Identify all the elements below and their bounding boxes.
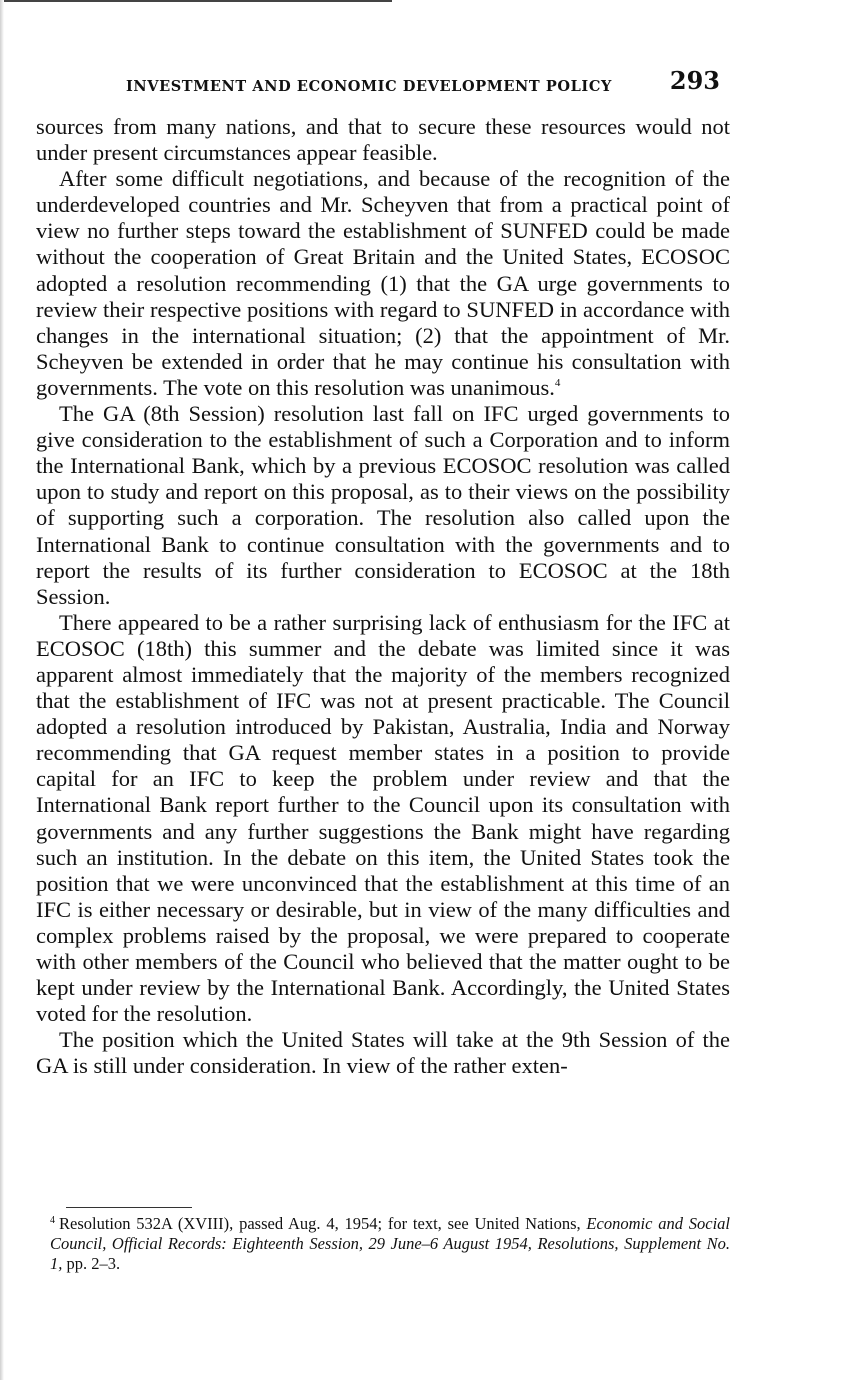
running-head: INVESTMENT AND ECONOMIC DEVELOPMENT POLICY (126, 78, 612, 95)
footnote-reference[interactable]: 4 (554, 376, 561, 389)
paragraph-5: The position which the United States will take at the 9th Session of the GA is still under consideration. In view of the rather exten- (36, 1027, 730, 1079)
paragraph-2 (36, 166, 730, 401)
top-rule (0, 0, 392, 2)
page-header (126, 66, 720, 100)
paragraph-3: The GA (8th Session) resolution last fall on IFC urged governments to give consideration to the establishment of such a Corporation and to inform the International Bank, which by a previous ECOSOC resolution was called upon to study and report on this proposal, as to their views on the possibility of supporting such a corporation. The resolution also called upon the International Bank to continue consultation with the governments and to report the results of its further consideration to ECOSOC at the 18th Session. (36, 401, 730, 609)
footnote-text-b: pp. 2–3. (62, 1254, 121, 1273)
page-number: 293 (669, 66, 720, 95)
body-text (36, 114, 730, 1079)
footnote-text-a: Resolution 532A (XVIII), passed Aug. 4, 1954; for text, see United Nations, (59, 1214, 587, 1233)
paragraph-2-text: After some difficult negotiations, and because of the recognition of the underdeveloped countries and Mr. Scheyven that from a practical point of view no further steps toward the establishment of SUNFED could be made without the cooperation of Great Britain and the United States, ECOSOC adopted a resolution recommending (1) that the GA urge governments to review their respective positions with regard to SUNFED in accordance with changes in the international situation; (2) that the appointment of Mr. Scheyven be extended in order that he may continue his consultation with governments. The vote on this resolution was unanimous. (36, 166, 730, 400)
footnote-rule (66, 1207, 192, 1208)
footnote-italic-title: Economic and Social Council, Official Records: Eighteenth Session, 29 June–6 August 1954, Resolutions, Supplement No. 1, (50, 1214, 730, 1273)
paragraph-1: sources from many nations, and that to secure these resources would not under present circumstances appear feasible. (36, 114, 730, 166)
page-edge-shadow (0, 0, 4, 1380)
paragraph-4: There appeared to be a rather surprising lack of enthusiasm for the IFC at ECOSOC (18th) this summer and the debate was limited since it was apparent almost immediately that the majority of the members recognized that the establishment of IFC was not at present practicable. The Council adopted a resolution introduced by Pakistan, Australia, India and Norway recommending that GA request member states in a position to provide capital for an IFC to keep the problem under review and that the International Bank report further to the Council upon its consultation with governments and any further suggestions the Bank might have regarding such an institution. In the debate on this item, the United States took the position that we were unconvinced that the establishment at this time of an IFC is either necessary or desirable, but in view of the many difficulties and complex problems raised by the proposal, we were prepared to cooperate with other members of the Council who believed that the matter ought to be kept under review by the International Bank. Accordingly, the United States voted for the resolution. (36, 609, 730, 1027)
footnote (50, 1214, 730, 1274)
footnote-mark: 4 (50, 1215, 55, 1226)
